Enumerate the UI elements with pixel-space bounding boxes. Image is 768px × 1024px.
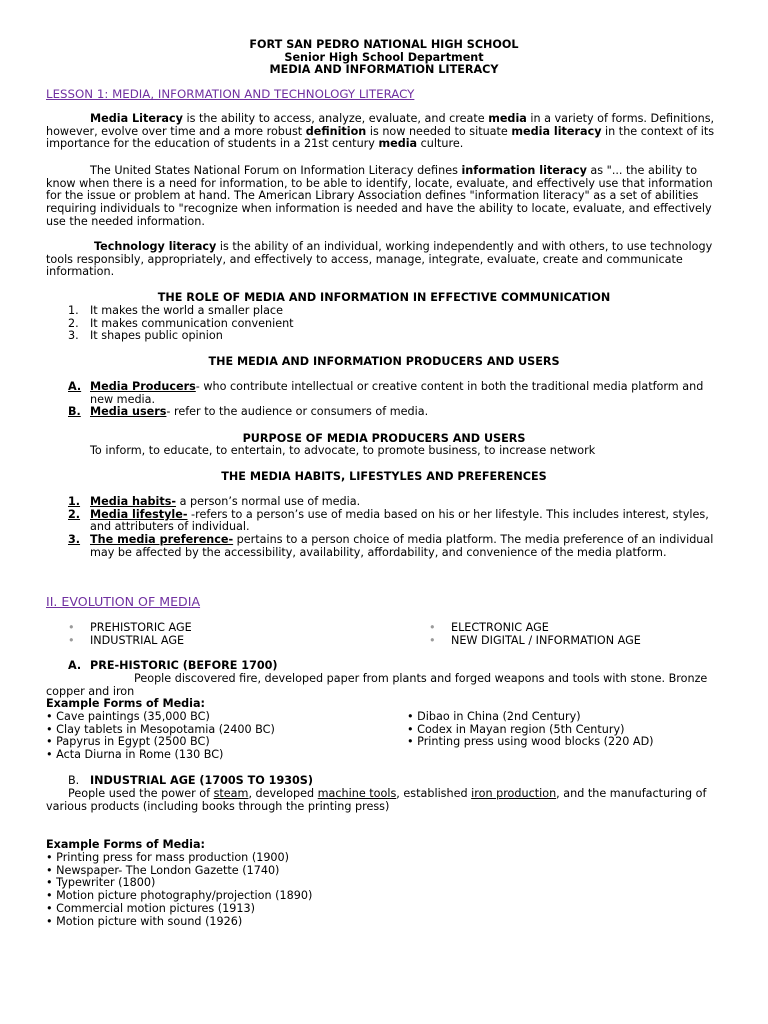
information-literacy-paragraph bbox=[46, 165, 722, 229]
list-number: 3. bbox=[68, 533, 81, 547]
list-item: • Printing press using wood blocks (220 AD) bbox=[407, 735, 654, 749]
list-item: • Codex in Mayan region (5th Century) bbox=[407, 722, 625, 736]
section-label: A. bbox=[68, 659, 82, 672]
bullet-icon: • bbox=[429, 621, 436, 634]
prehistoric-forms-left bbox=[46, 711, 275, 762]
producers-list bbox=[68, 381, 722, 419]
bullet-icon: • bbox=[429, 633, 436, 647]
school-name: FORT SAN PEDRO NATIONAL HIGH SCHOOL bbox=[249, 38, 519, 51]
section-title: INDUSTRIAL AGE (1700S TO 1930S) bbox=[90, 774, 313, 787]
text: - refer to the audience or consumers of media. bbox=[166, 405, 429, 419]
text: , and the manufacturing of various products (including books through the printing press) bbox=[46, 787, 707, 813]
list-item: • Commercial motion pictures (1913) bbox=[46, 901, 256, 915]
prehistoric-forms-heading: Example Forms of Media: bbox=[46, 697, 206, 710]
term: The media preference- bbox=[90, 533, 234, 547]
bullet-icon: • bbox=[68, 621, 75, 634]
list-item: • Clay tablets in Mesopotamia (2400 BC) bbox=[46, 722, 275, 736]
evolution-title: II. EVOLUTION OF MEDIA bbox=[46, 594, 201, 609]
term: Media users bbox=[90, 405, 167, 419]
bullet-icon: • bbox=[68, 633, 75, 647]
list-item bbox=[68, 330, 294, 343]
subject-name: MEDIA AND INFORMATION LITERACY bbox=[269, 63, 499, 77]
list-number: 2. bbox=[68, 507, 81, 521]
list-text: It shapes public opinion bbox=[90, 329, 223, 343]
text: is the ability of an individual, working independently and with others, to use technology tools responsibly, appropriately, and effectively to access, manage, integrate, evaluate, create and communicate information. bbox=[46, 240, 713, 279]
term: media bbox=[488, 112, 527, 125]
list-number: 1. bbox=[68, 304, 79, 317]
text: in the context of its importance for the education of students in a 21st century bbox=[46, 124, 715, 151]
section-label: B. bbox=[68, 774, 80, 787]
ages-right-list bbox=[429, 622, 641, 647]
list-text: INDUSTRIAL AGE bbox=[90, 633, 185, 647]
technology-literacy-paragraph bbox=[46, 241, 722, 279]
section-title: PRE-HISTORIC (BEFORE 1700) bbox=[90, 659, 278, 672]
term: definition bbox=[305, 124, 367, 138]
text: The United States National Forum on Information Literacy defines bbox=[90, 164, 462, 177]
text: machine tools bbox=[317, 787, 397, 800]
list-item: • Printing press for mass production (1900) bbox=[46, 851, 290, 864]
text: steam bbox=[213, 787, 249, 800]
industrial-heading bbox=[68, 775, 313, 788]
list-label: B. bbox=[68, 405, 81, 419]
term: media literacy bbox=[511, 124, 602, 138]
list-text: PREHISTORIC AGE bbox=[90, 621, 192, 634]
list-text: It makes the world a smaller place bbox=[90, 304, 283, 317]
term: Media habits- bbox=[90, 495, 177, 508]
habits-list bbox=[68, 496, 722, 560]
term-information-literacy: information literacy bbox=[461, 164, 587, 177]
term: media bbox=[378, 137, 418, 151]
list-item: • Newspaper- The London Gazette (1740) bbox=[46, 863, 280, 877]
list-text: ELECTRONIC AGE bbox=[451, 621, 549, 634]
list-item bbox=[68, 381, 722, 406]
list-item: • Acta Diurna in Rome (130 BC) bbox=[46, 748, 224, 762]
department-name: Senior High School Department bbox=[284, 50, 484, 64]
list-label: A. bbox=[68, 380, 82, 393]
list-item: • Motion picture photography/projection (1890) bbox=[46, 889, 313, 903]
list-item: • Papyrus in Egypt (2500 BC) bbox=[46, 735, 210, 749]
text: , developed bbox=[248, 787, 318, 800]
list-number: 2. bbox=[68, 316, 79, 330]
industrial-forms-heading: Example Forms of Media: bbox=[46, 838, 206, 851]
list-number: 3. bbox=[68, 329, 79, 343]
list-text: NEW DIGITAL / INFORMATION AGE bbox=[451, 633, 641, 647]
list-item: • Dibao in China (2nd Century) bbox=[407, 710, 581, 723]
text: a person’s normal use of media. bbox=[176, 495, 361, 508]
prehistoric-forms-right bbox=[407, 711, 654, 749]
list-item: • Cave paintings (35,000 BC) bbox=[46, 710, 210, 723]
text: pertains to a person choice of media platform. The media preference of an individual may be affected by the accessibility, availability, affordability, and convenience of the media platform. bbox=[90, 533, 714, 559]
role-heading: THE ROLE OF MEDIA AND INFORMATION IN EFFECTIVE COMMUNICATION bbox=[157, 291, 611, 304]
text: , established bbox=[396, 787, 472, 800]
list-item: • Typewriter (1800) bbox=[46, 876, 156, 890]
text: - who contribute intellectual or creative content in both the traditional media platform and new media. bbox=[90, 380, 704, 406]
producers-heading: THE MEDIA AND INFORMATION PRODUCERS AND USERS bbox=[208, 355, 560, 368]
list-item bbox=[429, 635, 641, 648]
list-item bbox=[68, 406, 722, 419]
list-item bbox=[68, 509, 722, 534]
lesson-title: LESSON 1: MEDIA, INFORMATION AND TECHNOLOGY LITERACY bbox=[46, 87, 415, 101]
text: in a variety of forms. Definitions, however, evolve over time and a more robust bbox=[46, 112, 715, 138]
role-list bbox=[68, 305, 294, 343]
purpose-heading: PURPOSE OF MEDIA PRODUCERS AND USERS bbox=[242, 432, 526, 445]
text: as "... the ability to know when there is a need for information, to be able to identify, locate, evaluate, and effectively use that information for the issue or problem at hand. The American Library Association defines "information literacy" as a set of abilities requiring individuals to "recognize when information is needed and have the ability to locate, evaluate, and effectively use the needed information. bbox=[46, 164, 713, 228]
term-technology-literacy: Technology literacy bbox=[94, 240, 217, 253]
text: culture. bbox=[417, 137, 464, 151]
prehistoric-text: People discovered fire, developed paper from plants and forged weapons and tools with stone. Bronze copper and iron bbox=[46, 672, 708, 698]
purpose-text: To inform, to educate, to entertain, to advocate, to promote business, to increase network bbox=[90, 444, 596, 457]
text: iron production bbox=[471, 787, 557, 800]
list-text: It makes communication convenient bbox=[90, 316, 294, 330]
prehistoric-heading bbox=[68, 660, 278, 673]
text: is now needed to situate bbox=[366, 124, 512, 138]
industrial-forms-list bbox=[46, 852, 312, 928]
text: is the ability to access, analyze, evaluate, and create bbox=[182, 112, 489, 125]
term: Media Producers bbox=[90, 380, 196, 393]
list-number: 1. bbox=[68, 495, 81, 508]
list-item bbox=[68, 534, 722, 559]
text: People used the power of bbox=[68, 787, 214, 800]
list-item: • Motion picture with sound (1926) bbox=[46, 914, 243, 928]
industrial-text bbox=[46, 788, 722, 813]
list-item bbox=[68, 635, 192, 648]
ages-left-list bbox=[68, 622, 192, 647]
term-media-literacy: Media Literacy bbox=[90, 112, 183, 125]
text: -refers to a person’s use of media based on his or her lifestyle. This includes interest, styles, and attributers of individual. bbox=[90, 507, 709, 534]
media-literacy-paragraph bbox=[46, 113, 722, 151]
habits-heading: THE MEDIA HABITS, LIFESTYLES AND PREFERENCES bbox=[221, 470, 547, 483]
term: Media lifestyle- bbox=[90, 507, 188, 521]
school-header bbox=[0, 39, 768, 77]
